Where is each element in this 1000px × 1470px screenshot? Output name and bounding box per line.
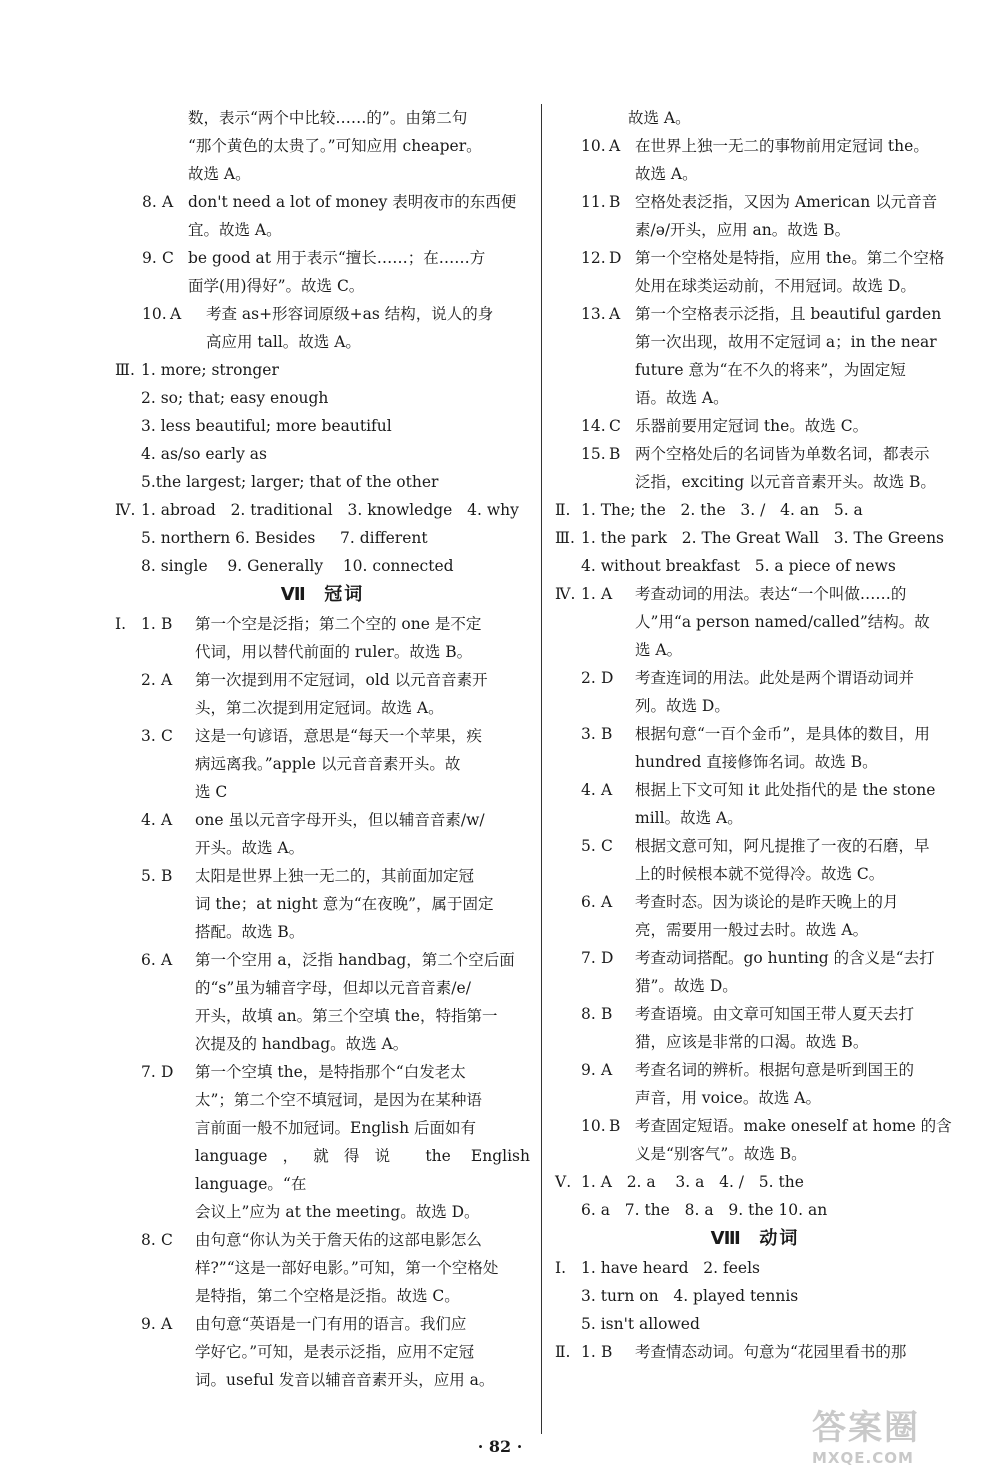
answer-item-13: 13. A 第一个空格表示泛指，且 beautiful garden 第一次出现，故用不定冠词 a；in the near future 意为“在不久的将来”，为固定短 语。故选 A。 [555,300,955,412]
explanation: 考查时态。因为谈论的是昨天晚上的月 亮，需要用一般过去时。故选 A。 [635,893,899,939]
explanation: 第一个空格表示泛指，且 beautiful garden 第一次出现，故用不定冠词 a；in the near future 意为“在不久的将来”，为固定短 语。故选 A。 [635,305,942,407]
explanation: 第一次提到用不定冠词，old 以元音音素开 头，第二次提到用定冠词。故选 A。 [195,671,488,717]
answer-item-h7: 7. D 考查动词搭配。go hunting 的含义是“去打 猎”。故选 D。 [555,944,955,1000]
watermark-logo: 答案圈 MXQE.COM [812,1408,920,1467]
explanation: 两个空格处后的名词皆为单数名词，都表示 泛指，exciting 以元音音素开头。故选 B。 [635,445,936,491]
answer-item-1: Ⅰ. 1. B 第一个空是泛指；第二个空的 one 是不定 代词，用以替代前面的 ruler。故选 B。 [115,610,530,666]
answer-item-h1: Ⅳ. 1. A 考查动词的用法。表达“一个叫做……的 人”用“a person named/called”结构。故 选 A。 [555,580,955,664]
answer-item-h5: 5. C 根据文意可知，阿凡提推了一夜的石磨，早 上的时候根本就不觉得冷。故选 C。 [555,832,955,888]
explanation: 考查情态动词。句意为“花园里看书的那 [635,1343,907,1361]
answer-item-h2: 2. D 考查连词的用法。此处是两个谓语动词并 列。故选 D。 [555,664,955,720]
left-column [115,104,530,1394]
answer-item-11: 11. B 空格处表泛指，又因为 American 以元音音 素/ə/开头，应用 an。故选 B。 [555,188,955,244]
answer-item-6: 6. A 第一个空用 a，泛指 handbag，第二个空后面 的“s”虽为辅音字母，但却以元音音素/e/ 开头，故填 an。第三个空填 the，特指第一 次提及的 handbag。故选 A。 [115,946,530,1058]
answer-item-h9: 9. A 考查名词的辨析。根据句意是听到国王的 声音，用 voice。故选 A。 [555,1056,955,1112]
explanation: 考查固定短语。make oneself at home 的含 义是“别客气”。故选 B。 [635,1117,952,1163]
answer-item-9: 9. C be good at 用于表示“擅长……；在……方 面学(用)得好”。故选 C。 [115,244,530,300]
explanation: 乐器前要用定冠词 the。故选 C。 [635,417,869,435]
section-verbs-1: Ⅰ. 1. have heard 2. feels 3. turn on 4. played tennis 5. isn't allowed [555,1259,799,1333]
explanation: don't need a lot of money 表明夜市的东西便 宜。故选 A。 [188,193,517,239]
explanation: one 虽以元音字母开头，但以辅音音素/w/ 开头。故选 A。 [195,811,485,857]
answer-item-4: 4. A one 虽以元音字母开头，但以辅音音素/w/ 开头。故选 A。 [115,806,530,862]
answer-item-3: 3. C 这是一句谚语，意思是“每天一个苹果，疾 病远离我。”apple 以元音音素开头。故 选 C [115,722,530,806]
explanation: 太阳是世界上独一无二的，其前面加定冠 词 the；at night 意为“在夜晚”，属于固定 搭配。故选 B。 [195,867,494,941]
answer-item-7: 7. D 第一个空填 the，是特指那个“白发老太 太”；第二个空不填冠词，是因为在某种语 言前面一般不加冠词。English 后面如有 language，就得说 the English language。“在 会议上”应为 at the meeting。故选 D。 [115,1058,530,1226]
explanation: 由句意“你认为关于詹天佑的这部电影怎么 样?”“这是一部好电影。”可知，第一个空格处 是特指，第二个空格是泛指。故选 C。 [195,1231,499,1305]
answer-item-h6: 6. A 考查时态。因为谈论的是昨天晚上的月 亮，需要用一般过去时。故选 A。 [555,888,955,944]
answer-item-5: 5. B 太阳是世界上独一无二的，其前面加定冠 词 the；at night 意为“在夜晚”，属于固定 搭配。故选 B。 [115,862,530,946]
section-heading-articles: Ⅶ 冠词 [280,584,365,605]
explanation: 考查动词搭配。go hunting 的含义是“去打 猎”。故选 D。 [635,949,935,995]
section-4-word-forms: Ⅳ. 1. abroad 2. traditional 3. knowledge 4. why 5. northern 6. Besides 7. different 8. single 9. Generally 10. connected [115,501,519,575]
explanation: 空格处表泛指，又因为 American 以元音音 素/ə/开头，应用 an。故选 B。 [635,193,938,239]
answer-item-8: 8. A don't need a lot of money 表明夜市的东西便 宜。故选 A。 [115,188,530,244]
page-number: · 82 · [477,1437,523,1456]
section-3-fill-in: Ⅲ. 1. the park 2. The Great Wall 3. The Greens 4. without breakfast 5. a piece of news [555,529,945,575]
explanation: 由句意“英语是一门有用的语言。我们应 学好它。”可知，是表示泛指，应用不定冠 词。useful 发音以辅音音素开头，应用 a。 [195,1315,495,1389]
explanation: 考查 as+形容词原级+as 结构，说人的身 高应用 tall。故选 A。 [206,305,494,351]
explanation: 考查动词的用法。表达“一个叫做……的 人”用“a person named/called”结构。故 选 A。 [635,585,930,659]
explanation: 根据文意可知，阿凡提推了一夜的石磨，早 上的时候根本就不觉得冷。故选 C。 [635,837,930,883]
answer-item-10b: 10. A 在世界上独一无二的事物前用定冠词 the。 故选 A。 [555,132,955,188]
answer-item-14: 14. C 乐器前要用定冠词 the。故选 C。 [555,412,955,440]
prev-item-tail: 数，表示“两个中比较……的”。由第二句 “那个黄色的太贵了。”可知应用 cheaper。 故选 A。 [188,109,482,183]
column-divider [541,104,542,1434]
answer-item-8b: 8. C 由句意“你认为关于詹天佑的这部电影怎么 样?”“这是一部好电影。”可知，第一个空格处 是特指，第二个空格是泛指。故选 C。 [115,1226,530,1310]
explanation: 根据上下文可知 it 此处指代的是 the stone mill。故选 A。 [635,781,936,827]
explanation: 第一个空是泛指；第二个空的 one 是不定 代词，用以替代前面的 ruler。故选 B。 [195,615,482,661]
answer-item-9b: 9. A 由句意“英语是一门有用的语言。我们应 学好它。”可知，是表示泛指，应用不定冠 词。useful 发音以辅音音素开头，应用 a。 [115,1310,530,1394]
answer-item-12: 12. D 第一个空格处是特指，应用 the。第二个空格 处用在球类运动前，不用冠词。故选 D。 [555,244,955,300]
section-heading-verbs: Ⅷ 动词 [710,1228,800,1249]
section-3-fill-in: Ⅲ. 1. more; stronger 2. so; that; easy enough 3. less beautiful; more beautiful 4. as/so early as 5.the largest; larger; that of the other [115,361,439,491]
right-column [555,104,955,1366]
answer-item-h8: 8. B 考查语境。由文章可知国王带人夏天去打 猎，应该是非常的口渴。故选 B。 [555,1000,955,1056]
explanation: 这是一句谚语，意思是“每天一个苹果，疾 病远离我。”apple 以元音音素开头。故 选 C [195,727,482,801]
explanation: 第一个空填 the，是特指那个“白发老太 太”；第二个空不填冠词，是因为在某种语 言前面一般不加冠词。English 后面如有 language，就得说 the English language。“在 会议上”应为 at the meeting。故选 D。 [195,1063,530,1221]
answer-item-15: 15. B 两个空格处后的名词皆为单数名词，都表示 泛指，exciting 以元音音素开头。故选 B。 [555,440,955,496]
explanation: 在世界上独一无二的事物前用定冠词 the。 故选 A。 [635,137,929,183]
prev-item-tail: 故选 A。 [628,109,691,127]
section-5-fill-in: Ⅴ. 1. A 2. a 3. a 4. / 5. the 6. a 7. the 8. a 9. the 10. an [555,1173,828,1219]
explanation: be good at 用于表示“擅长……；在……方 面学(用)得好”。故选 C。 [188,249,486,295]
explanation: 考查语境。由文章可知国王带人夏天去打 猎，应该是非常的口渴。故选 B。 [635,1005,915,1051]
explanation: 根据句意“一百个金币”，是具体的数目，用 hundred 直接修饰名词。故选 B。 [635,725,930,771]
answer-item-h10: 10. B 考查固定短语。make oneself at home 的含 义是“别客气”。故选 B。 [555,1112,955,1168]
explanation: 第一个空格处是特指，应用 the。第二个空格 处用在球类运动前，不用冠词。故选 D。 [635,249,945,295]
answer-item-v2-1: Ⅱ. 1. B 考查情态动词。句意为“花园里看书的那 [555,1338,955,1366]
answer-item-h4: 4. A 根据上下文可知 it 此处指代的是 the stone mill。故选 A。 [555,776,955,832]
answer-item-h3: 3. B 根据句意“一百个金币”，是具体的数目，用 hundred 直接修饰名词。故选 B。 [555,720,955,776]
answer-item-10: 10. A 考查 as+形容词原级+as 结构，说人的身 高应用 tall。故选 A。 [115,300,530,356]
explanation: 第一个空用 a，泛指 handbag，第二个空后面 的“s”虽为辅音字母，但却以元音音素/e/ 开头，故填 an。第三个空填 the，特指第一 次提及的 handbag。故选 A。 [195,951,515,1053]
section-2-fill-in: Ⅱ. 1. The; the 2. the 3. / 4. an 5. a [555,501,863,519]
explanation: 考查连词的用法。此处是两个谓语动词并 列。故选 D。 [635,669,915,715]
explanation: 考查名词的辨析。根据句意是听到国王的 声音，用 voice。故选 A。 [635,1061,915,1107]
answer-item-2: 2. A 第一次提到用不定冠词，old 以元音音素开 头，第二次提到用定冠词。故选 A。 [115,666,530,722]
